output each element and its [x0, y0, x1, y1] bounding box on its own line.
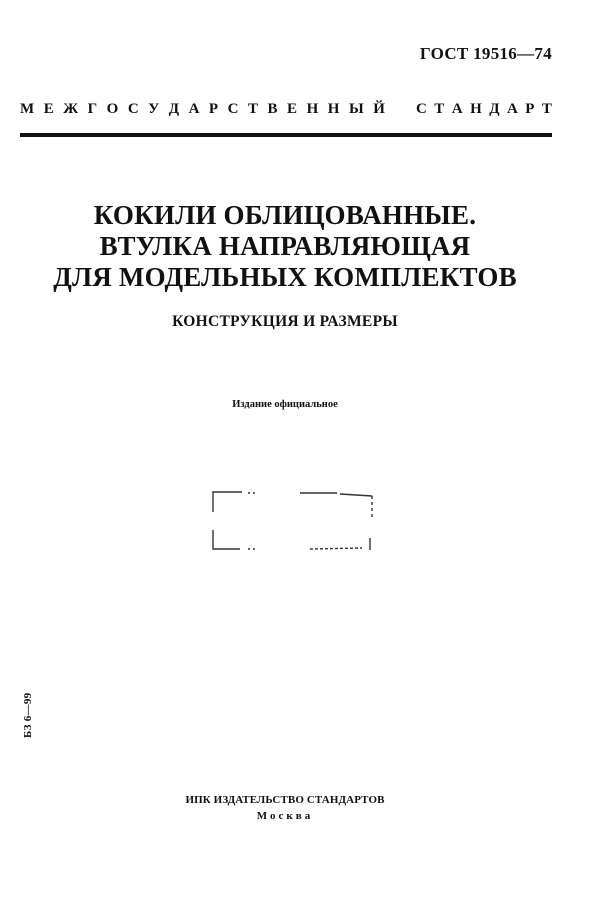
category-word-standard-letter: Н [470, 101, 482, 117]
category-word-standard-letter: Т [434, 101, 445, 117]
category-word-standard [416, 101, 552, 118]
publisher-city: Москва [256, 810, 314, 822]
category-word-interstate-letter: У [148, 101, 160, 117]
category-word-interstate-letter: Н [306, 101, 319, 117]
category-word-interstate-letter: Д [168, 101, 180, 117]
document-subtitle: КОНСТРУКЦИЯ И РАЗМЕРЫ [172, 313, 398, 330]
category-word-interstate-letter: А [188, 101, 200, 117]
category-word-standard-letter: Т [541, 101, 552, 117]
title-line-3: ДЛЯ МОДЕЛЬНЫХ КОМПЛЕКТОВ [53, 262, 517, 292]
title-line-1: КОКИЛИ ОБЛИЦОВАННЫЕ. [93, 200, 477, 230]
side-code [22, 668, 38, 738]
category-word-interstate-letter: Е [287, 101, 298, 117]
stamp-frame-corners [212, 490, 374, 552]
side-code-text: БЗ 6—99 [22, 692, 34, 738]
category-word-interstate-letter: В [267, 101, 278, 117]
publisher-name: ИПК ИЗДАТЕЛЬСТВО СТАНДАРТОВ [185, 794, 385, 806]
category-word-interstate-letter: М [20, 101, 35, 117]
category-word-standard-letter: С [416, 101, 427, 117]
category-word-interstate-letter: Г [87, 101, 98, 117]
document-title [0, 200, 570, 293]
category-word-standard-letter: Р [525, 101, 535, 117]
category-word-interstate-letter: Т [247, 101, 258, 117]
category-word-standard-letter: А [451, 101, 463, 117]
header-rule [20, 133, 552, 137]
category-word-interstate-letter: Р [208, 101, 219, 117]
category-word-standard-letter: А [506, 101, 518, 117]
standard-category [20, 101, 552, 118]
category-word-interstate-letter: О [106, 101, 119, 117]
category-word-interstate-letter: Ж [63, 101, 79, 117]
category-word-interstate-letter: Ы [348, 101, 364, 117]
category-word-interstate-letter: Е [43, 101, 54, 117]
standard-number: ГОСТ 19516—74 [419, 44, 552, 63]
stamp-frame [212, 490, 374, 552]
category-word-interstate-letter: Н [327, 101, 340, 117]
category-word-standard-letter: Д [489, 101, 500, 117]
category-word-interstate-letter: С [227, 101, 239, 117]
title-line-2: ВТУЛКА НАПРАВЛЯЮЩАЯ [99, 231, 471, 261]
category-word-interstate-letter: С [127, 101, 139, 117]
category-word-interstate-letter: Й [373, 101, 385, 117]
edition-note: Издание официальное [232, 399, 338, 410]
category-word-interstate [20, 101, 385, 118]
